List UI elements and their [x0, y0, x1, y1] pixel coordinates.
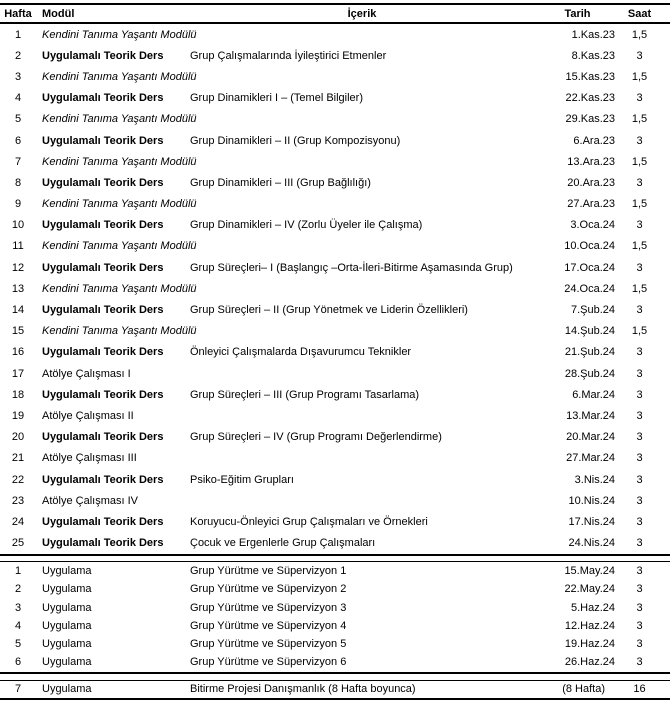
date-cell: 20.Ara.23	[567, 176, 615, 189]
hours-cell: 3	[636, 564, 643, 577]
week-cell: 11	[12, 240, 24, 253]
content-cell: Grup Dinamikleri – IV (Zorlu Üyeler ile Çalışma)	[190, 219, 423, 232]
module-cell: Uygulamalı Teorik Ders	[42, 176, 164, 189]
date-cell: 8.Kas.23	[571, 49, 615, 62]
module-cell: Uygulamalı Teorik Ders	[42, 134, 164, 147]
date-cell: 15.May.24	[564, 564, 615, 577]
hours-cell: 3	[636, 346, 643, 359]
table-row	[0, 109, 670, 130]
date-cell: 10.Oca.24	[564, 240, 615, 253]
module-cell: Uygulamalı Teorik Ders	[42, 537, 164, 550]
content-cell: Grup Yürütme ve Süpervizyon 4	[190, 619, 347, 632]
week-cell: 4	[14, 619, 22, 632]
date-cell: 27.Ara.23	[567, 198, 615, 211]
table-row	[0, 448, 670, 469]
hours-cell: 3	[636, 601, 643, 614]
header-tarih: Tarih	[564, 7, 591, 20]
content-cell: Çocuk ve Ergenlerle Grup Çalışmaları	[190, 537, 376, 550]
week-cell: 20	[11, 431, 25, 444]
date-cell: 13.Ara.23	[567, 155, 615, 168]
week-cell: 3	[14, 601, 22, 614]
date-cell: 24.Nis.24	[568, 537, 615, 550]
date-cell: 6.Mar.24	[572, 388, 615, 401]
date-cell: 1.Kas.23	[571, 28, 615, 41]
week-cell: 16	[11, 346, 25, 359]
date-cell: 13.Mar.24	[566, 409, 615, 422]
week-cell: 4	[14, 92, 22, 105]
hours-cell: 1,5	[631, 325, 648, 338]
week-cell: 8	[14, 176, 22, 189]
table-row	[0, 66, 670, 87]
module-cell: Kendini Tanıma Yaşantı Modülü	[42, 155, 197, 168]
hours-cell: 1,5	[631, 155, 648, 168]
date-cell: 7.Şub.24	[570, 304, 615, 317]
week-cell: 2	[14, 49, 22, 62]
hours-cell: 3	[636, 92, 643, 105]
module-cell: Kendini Tanıma Yaşantı Modülü	[42, 113, 197, 126]
date-cell: 26.Haz.24	[564, 656, 615, 669]
hours-cell: 3	[636, 176, 643, 189]
table-row	[0, 299, 670, 320]
date-cell: 3.Oca.24	[570, 219, 615, 232]
module-cell: Kendini Tanıma Yaşantı Modülü	[42, 28, 197, 41]
module-cell: Uygulamalı Teorik Ders	[42, 261, 164, 274]
content-cell: Psiko-Eğitim Grupları	[190, 473, 294, 486]
module-cell: Uygulamalı Teorik Ders	[42, 49, 164, 62]
table-row	[0, 490, 670, 511]
date-cell: 20.Mar.24	[566, 431, 615, 444]
content-cell: Önleyici Çalışmalarda Dışavurumcu Teknikler	[190, 346, 412, 359]
week-cell: 5	[14, 113, 22, 126]
module-cell: Kendini Tanıma Yaşantı Modülü	[42, 325, 197, 338]
module-cell: Uygulamalı Teorik Ders	[42, 92, 164, 105]
header-saat: Saat	[627, 7, 652, 20]
table-row	[0, 130, 670, 151]
module-cell: Atölye Çalışması III	[42, 452, 137, 465]
content-cell: Grup Süreçleri– I (Başlangıç –Orta-İleri-Bitirme Aşamasında Grup)	[190, 261, 513, 274]
date-cell: 19.Haz.24	[564, 638, 615, 651]
week-cell: 1	[14, 28, 22, 41]
table-row	[0, 580, 670, 598]
week-cell: 17	[11, 367, 25, 380]
table-row	[0, 45, 670, 66]
header-hafta: Hafta	[4, 7, 32, 20]
table-row	[0, 321, 670, 342]
table-header-row	[0, 5, 670, 22]
module-cell: Uygulamalı Teorik Ders	[42, 431, 164, 444]
hours-cell: 3	[636, 583, 643, 596]
table-row	[0, 617, 670, 635]
hours-cell: 1,5	[631, 28, 648, 41]
date-cell: 15.Kas.23	[565, 70, 615, 83]
module-cell: Atölye Çalışması II	[42, 409, 134, 422]
week-cell: 13	[11, 282, 25, 295]
hours-cell: 3	[636, 367, 643, 380]
section-supervision	[0, 562, 670, 672]
module-cell: Uygulamalı Teorik Ders	[42, 473, 164, 486]
content-cell: Grup Süreçleri – IV (Grup Programı Değerlendirme)	[190, 431, 442, 444]
table-row	[0, 511, 670, 532]
table-row	[0, 172, 670, 193]
date-cell: 24.Oca.24	[564, 282, 615, 295]
table-row	[0, 384, 670, 405]
date-cell: 17.Nis.24	[568, 515, 615, 528]
table-row	[0, 342, 670, 363]
week-cell: 6	[14, 656, 22, 669]
hours-cell: 3	[636, 49, 643, 62]
module-cell: Uygulamalı Teorik Ders	[42, 219, 164, 232]
table-row	[0, 88, 670, 109]
module-cell: Uygulamalı Teorik Ders	[42, 388, 164, 401]
hours-cell: 3	[636, 452, 643, 465]
date-cell: 10.Nis.24	[568, 494, 615, 507]
hours-cell: 3	[636, 388, 643, 401]
week-cell: 25	[11, 537, 25, 550]
module-cell: Uygulamalı Teorik Ders	[42, 346, 164, 359]
table-row	[0, 24, 670, 45]
hours-cell: 1,5	[631, 198, 648, 211]
hours-cell: 3	[636, 537, 643, 550]
table-row	[0, 469, 670, 490]
module-cell: Kendini Tanıma Yaşantı Modülü	[42, 70, 197, 83]
header-icerik: İçerik	[347, 7, 377, 20]
section-weekly-program	[0, 24, 670, 554]
module-cell: Atölye Çalışması IV	[42, 494, 138, 507]
date-cell: 3.Nis.24	[574, 473, 615, 486]
hours-cell: 3	[636, 473, 643, 486]
module-cell: Uygulama	[42, 656, 92, 669]
table-row	[0, 236, 670, 257]
module-cell: Uygulamalı Teorik Ders	[42, 515, 164, 528]
table-row	[0, 194, 670, 215]
section-final-project	[0, 681, 670, 698]
table-row	[0, 598, 670, 616]
week-cell: 21	[11, 452, 25, 465]
hours-cell: 3	[636, 515, 643, 528]
week-cell: 1	[14, 564, 22, 577]
week-cell: 12	[11, 261, 25, 274]
header-modul: Modül	[42, 7, 75, 20]
content-cell: Grup Dinamikleri – II (Grup Kompozisyonu)	[190, 134, 401, 147]
week-cell: 14	[11, 304, 25, 317]
content-cell: Grup Süreçleri – II (Grup Yönetmek ve Liderin Özellikleri)	[190, 304, 468, 317]
module-cell: Kendini Tanıma Yaşantı Modülü	[42, 198, 197, 211]
table-row	[0, 278, 670, 299]
content-cell: Grup Yürütme ve Süpervizyon 2	[190, 583, 347, 596]
hours-cell: 3	[636, 304, 643, 317]
hours-cell: 1,5	[631, 70, 648, 83]
date-cell: 12.Haz.24	[564, 619, 615, 632]
module-cell: Uygulama	[42, 601, 92, 614]
hours-cell: 1,5	[631, 282, 648, 295]
date-cell: (8 Hafta)	[562, 683, 605, 696]
hours-cell: 3	[636, 494, 643, 507]
module-cell: Uygulama	[42, 638, 92, 651]
date-cell: 6.Ara.23	[573, 134, 615, 147]
week-cell: 9	[14, 198, 22, 211]
table-row	[0, 427, 670, 448]
content-cell: Bitirme Projesi Danışmanlık (8 Hafta boyunca)	[190, 683, 416, 696]
module-cell: Uygulama	[42, 564, 92, 577]
module-cell: Uygulama	[42, 619, 92, 632]
content-cell: Grup Yürütme ve Süpervizyon 3	[190, 601, 347, 614]
date-cell: 29.Kas.23	[565, 113, 615, 126]
module-cell: Atölye Çalışması I	[42, 367, 131, 380]
date-cell: 5.Haz.24	[570, 601, 615, 614]
date-cell: 22.Kas.23	[565, 92, 615, 105]
content-cell: Koruyucu-Önleyici Grup Çalışmaları ve Örnekleri	[190, 515, 428, 528]
week-cell: 7	[14, 155, 22, 168]
hours-cell: 3	[636, 431, 643, 444]
hours-cell: 3	[636, 409, 643, 422]
hours-cell: 1,5	[631, 240, 648, 253]
week-cell: 15	[11, 325, 25, 338]
content-cell: Grup Yürütme ve Süpervizyon 1	[190, 564, 347, 577]
week-cell: 10	[11, 219, 25, 232]
module-cell: Kendini Tanıma Yaşantı Modülü	[42, 282, 197, 295]
hours-cell: 3	[636, 134, 643, 147]
bottom-rule	[0, 698, 670, 700]
date-cell: 28.Şub.24	[564, 367, 615, 380]
week-cell: 24	[11, 515, 25, 528]
content-cell: Grup Süreçleri – III (Grup Programı Tasarlama)	[190, 388, 420, 401]
hours-cell: 3	[636, 619, 643, 632]
week-cell: 2	[14, 583, 22, 596]
content-cell: Grup Çalışmalarında İyileştirici Etmenler	[190, 49, 387, 62]
week-cell: 7	[14, 683, 22, 696]
date-cell: 14.Şub.24	[564, 325, 615, 338]
table-row	[0, 533, 670, 554]
hours-cell: 3	[636, 261, 643, 274]
module-cell: Uygulama	[42, 583, 92, 596]
date-cell: 17.Oca.24	[564, 261, 615, 274]
week-cell: 5	[14, 638, 22, 651]
hours-cell: 3	[636, 638, 643, 651]
table-row	[0, 363, 670, 384]
content-cell: Grup Dinamikleri – III (Grup Bağlılığı)	[190, 176, 371, 189]
table-row	[0, 257, 670, 278]
week-cell: 23	[11, 494, 25, 507]
table-row	[0, 562, 670, 580]
content-cell: Grup Yürütme ve Süpervizyon 6	[190, 656, 347, 669]
table-row	[0, 405, 670, 426]
hours-cell: 1,5	[631, 113, 648, 126]
table-row	[0, 215, 670, 236]
date-cell: 27.Mar.24	[566, 452, 615, 465]
hours-cell: 16	[633, 683, 646, 696]
week-cell: 3	[14, 70, 22, 83]
table-row	[0, 681, 670, 698]
content-cell: Grup Yürütme ve Süpervizyon 5	[190, 638, 347, 651]
week-cell: 18	[11, 388, 25, 401]
content-cell: Grup Dinamikleri I – (Temel Bilgiler)	[190, 92, 363, 105]
week-cell: 6	[14, 134, 22, 147]
week-cell: 19	[11, 409, 25, 422]
module-cell: Kendini Tanıma Yaşantı Modülü	[42, 240, 197, 253]
hours-cell: 3	[636, 656, 643, 669]
module-cell: Uygulamalı Teorik Ders	[42, 304, 164, 317]
week-cell: 22	[11, 473, 25, 486]
table-row	[0, 653, 670, 671]
hours-cell: 3	[636, 219, 643, 232]
date-cell: 22.May.24	[564, 583, 615, 596]
table-row	[0, 151, 670, 172]
module-cell: Uygulama	[42, 683, 92, 696]
date-cell: 21.Şub.24	[564, 346, 615, 359]
table-row	[0, 635, 670, 653]
